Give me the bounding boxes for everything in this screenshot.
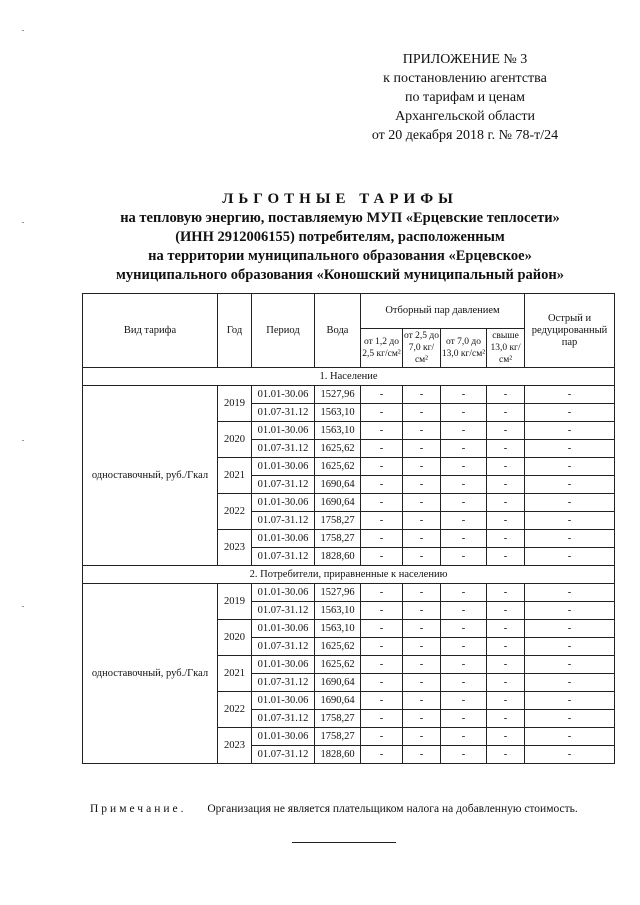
steam-p4-cell: - — [487, 602, 525, 620]
steam-p2-cell: - — [403, 638, 441, 656]
period-cell: 01.07-31.12 — [252, 674, 315, 692]
period-cell: 01.01-30.06 — [252, 458, 315, 476]
water-cell: 1828,60 — [315, 746, 361, 764]
steam-p1-cell: - — [361, 386, 403, 404]
steam-p3-cell: - — [441, 674, 487, 692]
steam-p3-cell: - — [441, 602, 487, 620]
scan-mark — [22, 606, 24, 607]
table-row — [83, 386, 615, 404]
period-cell: 01.01-30.06 — [252, 656, 315, 674]
water-cell: 1625,62 — [315, 458, 361, 476]
steam-p1-cell: - — [361, 656, 403, 674]
title-line: муниципального образования «Коношский муниципальный район» — [115, 267, 564, 283]
steam-p2-cell: - — [403, 476, 441, 494]
tariff-table — [82, 293, 615, 764]
year-cell: 2020 — [218, 620, 252, 656]
steam-p4-cell: - — [487, 638, 525, 656]
header-p4: свыше 13,0 кг/см² — [487, 329, 525, 368]
steam-p1-cell: - — [361, 620, 403, 638]
steam-p4-cell: - — [487, 494, 525, 512]
appendix-line: ПРИЛОЖЕНИЕ № 3 — [402, 52, 528, 67]
period-cell: 01.07-31.12 — [252, 746, 315, 764]
table-body — [83, 368, 615, 764]
steam-p2-cell: - — [403, 458, 441, 476]
document-title — [60, 190, 620, 285]
water-cell: 1563,10 — [315, 602, 361, 620]
year-cell: 2019 — [218, 386, 252, 422]
period-cell: 01.07-31.12 — [252, 476, 315, 494]
steam-p3-cell: - — [441, 692, 487, 710]
water-cell: 1527,96 — [315, 584, 361, 602]
period-cell: 01.01-30.06 — [252, 620, 315, 638]
water-cell: 1625,62 — [315, 440, 361, 458]
sharp-steam-cell: - — [525, 386, 615, 404]
steam-p1-cell: - — [361, 476, 403, 494]
steam-p1-cell: - — [361, 458, 403, 476]
year-cell: 2023 — [218, 530, 252, 566]
water-cell: 1758,27 — [315, 512, 361, 530]
sharp-steam-cell: - — [525, 476, 615, 494]
appendix-line: от 20 декабря 2018 г. № 78-т/24 — [371, 128, 559, 143]
section-title: 1. Население — [83, 368, 615, 386]
sharp-steam-cell: - — [525, 530, 615, 548]
sharp-steam-cell: - — [525, 692, 615, 710]
steam-p1-cell: - — [361, 710, 403, 728]
water-cell: 1690,64 — [315, 476, 361, 494]
period-cell: 01.07-31.12 — [252, 440, 315, 458]
steam-p2-cell: - — [403, 548, 441, 566]
steam-p2-cell: - — [403, 512, 441, 530]
steam-p1-cell: - — [361, 674, 403, 692]
steam-p3-cell: - — [441, 620, 487, 638]
year-cell: 2020 — [218, 422, 252, 458]
water-cell: 1758,27 — [315, 530, 361, 548]
steam-p1-cell: - — [361, 548, 403, 566]
steam-p4-cell: - — [487, 548, 525, 566]
steam-p4-cell: - — [487, 692, 525, 710]
appendix-line: по тарифам и ценам — [405, 90, 525, 105]
steam-p3-cell: - — [441, 710, 487, 728]
steam-p3-cell: - — [441, 548, 487, 566]
steam-p1-cell: - — [361, 638, 403, 656]
appendix-header — [340, 50, 590, 145]
section-row — [83, 368, 615, 386]
period-cell: 01.01-30.06 — [252, 530, 315, 548]
steam-p3-cell: - — [441, 494, 487, 512]
period-cell: 01.01-30.06 — [252, 494, 315, 512]
steam-p2-cell: - — [403, 620, 441, 638]
sharp-steam-cell: - — [525, 620, 615, 638]
year-cell: 2023 — [218, 728, 252, 764]
steam-p1-cell: - — [361, 746, 403, 764]
steam-p1-cell: - — [361, 440, 403, 458]
steam-p3-cell: - — [441, 530, 487, 548]
footnote — [90, 803, 578, 815]
steam-p2-cell: - — [403, 692, 441, 710]
steam-p4-cell: - — [487, 746, 525, 764]
sharp-steam-cell: - — [525, 548, 615, 566]
title-line: (ИНН 2912006155) потребителям, расположенным — [175, 229, 505, 245]
header-sharp: Острый и редуцированный пар — [525, 294, 615, 368]
table-row — [83, 584, 615, 602]
scan-mark — [22, 30, 24, 31]
sharp-steam-cell: - — [525, 602, 615, 620]
steam-p1-cell: - — [361, 728, 403, 746]
water-cell: 1527,96 — [315, 386, 361, 404]
sharp-steam-cell: - — [525, 422, 615, 440]
steam-p4-cell: - — [487, 458, 525, 476]
water-cell: 1563,10 — [315, 404, 361, 422]
steam-p2-cell: - — [403, 584, 441, 602]
section-row — [83, 566, 615, 584]
sharp-steam-cell: - — [525, 638, 615, 656]
steam-p4-cell: - — [487, 674, 525, 692]
water-cell: 1625,62 — [315, 638, 361, 656]
steam-p3-cell: - — [441, 638, 487, 656]
section-title: 2. Потребители, приравненные к населению — [83, 566, 615, 584]
water-cell: 1563,10 — [315, 620, 361, 638]
steam-p2-cell: - — [403, 746, 441, 764]
sharp-steam-cell: - — [525, 494, 615, 512]
sharp-steam-cell: - — [525, 710, 615, 728]
title-line: на тепловую энергию, поставляемую МУП «Ерцевские теплосети» — [120, 210, 560, 226]
steam-p1-cell: - — [361, 602, 403, 620]
steam-p4-cell: - — [487, 710, 525, 728]
steam-p1-cell: - — [361, 512, 403, 530]
year-cell: 2021 — [218, 458, 252, 494]
header-p3: от 7,0 до 13,0 кг/см² — [441, 329, 487, 368]
sharp-steam-cell: - — [525, 746, 615, 764]
sharp-steam-cell: - — [525, 458, 615, 476]
steam-p1-cell: - — [361, 584, 403, 602]
steam-p3-cell: - — [441, 476, 487, 494]
water-cell: 1690,64 — [315, 674, 361, 692]
year-cell: 2022 — [218, 494, 252, 530]
sharp-steam-cell: - — [525, 728, 615, 746]
header-kind: Вид тарифа — [83, 294, 218, 368]
note-text: Организация не является плательщиком налога на добавленную стоимость. — [207, 803, 578, 815]
year-cell: 2022 — [218, 692, 252, 728]
period-cell: 01.07-31.12 — [252, 638, 315, 656]
steam-p4-cell: - — [487, 728, 525, 746]
steam-p2-cell: - — [403, 728, 441, 746]
period-cell: 01.07-31.12 — [252, 512, 315, 530]
steam-p2-cell: - — [403, 404, 441, 422]
steam-p2-cell: - — [403, 530, 441, 548]
appendix-line: Архангельской области — [395, 109, 535, 124]
header-steam: Отборный пар давлением — [361, 294, 525, 329]
steam-p2-cell: - — [403, 710, 441, 728]
steam-p2-cell: - — [403, 494, 441, 512]
steam-p1-cell: - — [361, 422, 403, 440]
steam-p4-cell: - — [487, 620, 525, 638]
steam-p3-cell: - — [441, 386, 487, 404]
steam-p2-cell: - — [403, 674, 441, 692]
steam-p3-cell: - — [441, 656, 487, 674]
period-cell: 01.01-30.06 — [252, 728, 315, 746]
sharp-steam-cell: - — [525, 674, 615, 692]
header-water: Вода — [315, 294, 361, 368]
scan-mark — [22, 222, 24, 223]
steam-p3-cell: - — [441, 746, 487, 764]
period-cell: 01.01-30.06 — [252, 386, 315, 404]
water-cell: 1758,27 — [315, 728, 361, 746]
sharp-steam-cell: - — [525, 440, 615, 458]
period-cell: 01.07-31.12 — [252, 548, 315, 566]
steam-p1-cell: - — [361, 494, 403, 512]
header-p2: от 2,5 до 7,0 кг/см² — [403, 329, 441, 368]
water-cell: 1758,27 — [315, 710, 361, 728]
appendix-line: к постановлению агентства — [383, 71, 547, 86]
sharp-steam-cell: - — [525, 584, 615, 602]
period-cell: 01.07-31.12 — [252, 404, 315, 422]
water-cell: 1828,60 — [315, 548, 361, 566]
steam-p2-cell: - — [403, 422, 441, 440]
water-cell: 1625,62 — [315, 656, 361, 674]
scan-mark — [22, 440, 24, 441]
header-year: Год — [218, 294, 252, 368]
note-label: Примечание. — [90, 803, 187, 815]
steam-p4-cell: - — [487, 440, 525, 458]
steam-p3-cell: - — [441, 584, 487, 602]
steam-p3-cell: - — [441, 404, 487, 422]
steam-p3-cell: - — [441, 458, 487, 476]
steam-p3-cell: - — [441, 728, 487, 746]
sharp-steam-cell: - — [525, 656, 615, 674]
tariff-kind: одноставочный, руб./Гкал — [83, 386, 218, 566]
steam-p3-cell: - — [441, 512, 487, 530]
steam-p4-cell: - — [487, 422, 525, 440]
title-main: ЛЬГОТНЫЕ ТАРИФЫ — [222, 191, 458, 207]
sharp-steam-cell: - — [525, 512, 615, 530]
steam-p1-cell: - — [361, 530, 403, 548]
steam-p4-cell: - — [487, 656, 525, 674]
header-period: Период — [252, 294, 315, 368]
steam-p1-cell: - — [361, 692, 403, 710]
steam-p3-cell: - — [441, 440, 487, 458]
steam-p4-cell: - — [487, 584, 525, 602]
period-cell: 01.01-30.06 — [252, 584, 315, 602]
steam-p4-cell: - — [487, 476, 525, 494]
steam-p2-cell: - — [403, 656, 441, 674]
steam-p2-cell: - — [403, 602, 441, 620]
steam-p4-cell: - — [487, 530, 525, 548]
water-cell: 1690,64 — [315, 494, 361, 512]
water-cell: 1563,10 — [315, 422, 361, 440]
period-cell: 01.07-31.12 — [252, 602, 315, 620]
header-p1: от 1,2 до 2,5 кг/см² — [361, 329, 403, 368]
period-cell: 01.01-30.06 — [252, 422, 315, 440]
water-cell: 1690,64 — [315, 692, 361, 710]
steam-p2-cell: - — [403, 440, 441, 458]
steam-p2-cell: - — [403, 386, 441, 404]
bottom-rule — [292, 842, 396, 843]
steam-p1-cell: - — [361, 404, 403, 422]
period-cell: 01.07-31.12 — [252, 710, 315, 728]
tariff-kind: одноставочный, руб./Гкал — [83, 584, 218, 764]
steam-p4-cell: - — [487, 512, 525, 530]
period-cell: 01.01-30.06 — [252, 692, 315, 710]
steam-p4-cell: - — [487, 386, 525, 404]
steam-p4-cell: - — [487, 404, 525, 422]
steam-p3-cell: - — [441, 422, 487, 440]
year-cell: 2021 — [218, 656, 252, 692]
year-cell: 2019 — [218, 584, 252, 620]
title-line: на территории муниципального образования «Ерцевское» — [148, 248, 532, 264]
sharp-steam-cell: - — [525, 404, 615, 422]
